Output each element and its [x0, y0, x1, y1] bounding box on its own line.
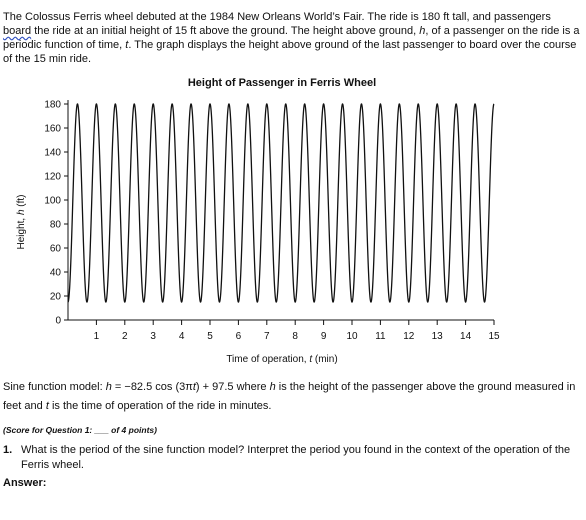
intro-text-4: . The graph displays the height above ground of the last passenger to board over the course of the 15 min ride. [3, 39, 577, 65]
x-axis-label-text: Time of operation, [226, 354, 310, 365]
y-tick-label: 20 [49, 291, 61, 303]
answer-line [3, 477, 46, 489]
x-tick-label: 13 [431, 331, 443, 342]
intro-text-2: the ride at an initial height of 15 ft above the ground. The height above ground, [31, 25, 420, 37]
x-tick-label: 2 [122, 331, 128, 342]
x-tick-label: 4 [178, 331, 185, 342]
x-tick-label: 12 [403, 331, 415, 342]
height-series-line [68, 104, 494, 302]
question-1 [3, 443, 581, 473]
spellcheck-word-board[interactable]: board [3, 25, 32, 37]
question-number: 1. [3, 444, 13, 456]
model-desc-1: is the height of the passenger above the ground measured in feet and [3, 381, 576, 412]
model-equation-end: ) + 97.5 [195, 381, 234, 393]
question-text: What is the period of the sine function model? Interpret the period you found in the context of the operation of the Ferris wheel. [21, 444, 571, 471]
y-tick-label: 120 [44, 171, 61, 183]
y-axis-label-var: h [16, 209, 27, 216]
intro-h-variable: h [419, 25, 426, 37]
x-tick-label: 7 [264, 331, 270, 342]
y-tick-label: 0 [55, 315, 61, 327]
y-tick-label: 180 [44, 99, 61, 111]
y-tick-label: 40 [49, 267, 61, 279]
model-desc-2: is the time of operation of the ride in minutes. [48, 400, 272, 412]
x-tick-label: 5 [207, 331, 213, 342]
answer-label: Answer: [3, 477, 47, 489]
y-tick-label: 100 [44, 195, 61, 207]
x-axis-label-var: t [309, 354, 313, 365]
y-axis-label [16, 194, 27, 249]
model-label: Sine function model: [3, 381, 106, 393]
x-tick-label: 3 [150, 331, 156, 342]
y-tick-label: 80 [49, 219, 61, 231]
x-tick-label: 11 [375, 331, 386, 342]
model-where: where [233, 381, 270, 393]
score-line: (Score for Question 1: ___ of 4 points) [3, 425, 157, 435]
x-tick-label: 1 [93, 331, 100, 342]
x-tick-label: 10 [346, 331, 358, 342]
x-axis-ticks [94, 320, 500, 342]
model-equation: = −82.5 cos (3π [111, 381, 193, 393]
intro-t-variable: t [125, 39, 129, 51]
x-tick-label: 14 [460, 331, 472, 342]
model-h2: h [269, 381, 276, 393]
intro-text-3: , of a passenger on the ride is a periodic function of time, [3, 25, 580, 51]
y-tick-label: 160 [44, 123, 61, 135]
model-paragraph [3, 378, 581, 416]
intro-paragraph [3, 10, 581, 66]
y-axis-label-unit: (ft) [16, 194, 27, 210]
chart-title: Height of Passenger in Ferris Wheel [187, 77, 377, 89]
x-axis-label [226, 354, 337, 365]
x-axis-label-unit: (min) [312, 354, 338, 365]
x-tick-label: 9 [320, 331, 327, 342]
y-tick-label: 140 [44, 147, 61, 159]
y-axis-label-text: Height, [16, 215, 27, 250]
model-h: h [105, 381, 112, 393]
x-tick-label: 8 [292, 331, 298, 342]
y-tick-label: 60 [49, 243, 61, 255]
model-t2: t [45, 400, 49, 412]
x-tick-label: 6 [235, 331, 242, 342]
x-tick-label: 15 [488, 331, 500, 342]
ferris-wheel-chart [0, 70, 586, 370]
model-t: t [192, 381, 196, 393]
y-axis-ticks [44, 100, 68, 327]
intro-text-1: The Colossus Ferris wheel debuted at the 1984 New Orleans World’s Fair. The ride is 180 ft tall, and passengers [3, 11, 551, 23]
